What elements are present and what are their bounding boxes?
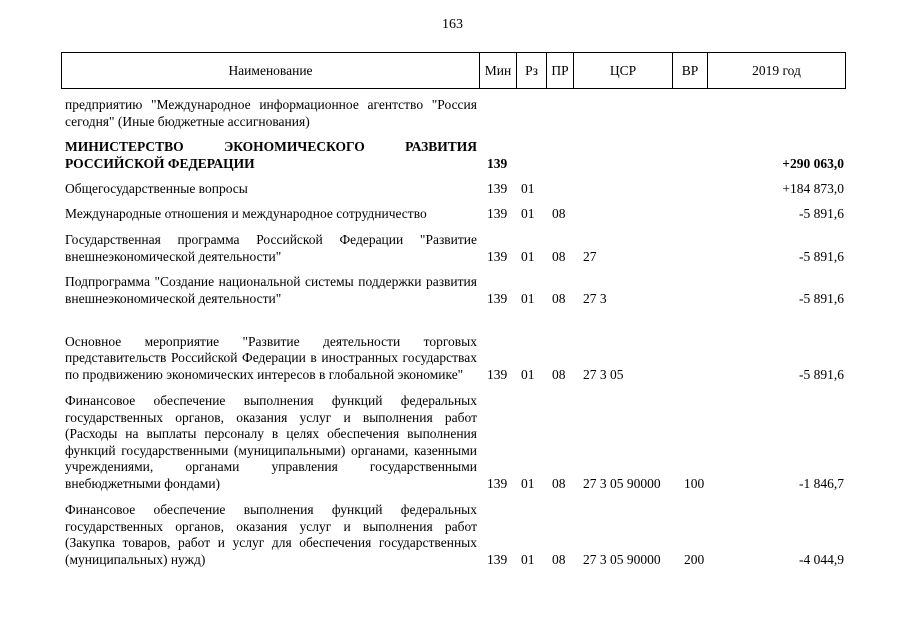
- table-row: [0, 96, 905, 130]
- row-csr: 27: [583, 248, 597, 264]
- row-vr: 100: [684, 475, 705, 491]
- row-rz: 01: [521, 290, 535, 306]
- row-csr: 27 3: [583, 290, 607, 306]
- table-row: [0, 317, 905, 383]
- row-vr: 200: [684, 551, 705, 567]
- row-rz: 01: [521, 180, 535, 196]
- table-row: [0, 393, 905, 492]
- table-row: [0, 232, 905, 265]
- row-sum: +184 873,0: [782, 180, 844, 196]
- table-row: [0, 140, 905, 172]
- table-header: [61, 52, 846, 89]
- row-min: 139: [487, 551, 508, 567]
- page-number: 163: [442, 17, 463, 32]
- header-year: 2019 год: [708, 53, 846, 89]
- budget-rows: [0, 96, 905, 568]
- row-pr: 08: [552, 551, 566, 567]
- row-name: Основное мероприятие "Развитие деятельности торговых представительств Российской Федерации в иностранных государствах по продвижению экономических интересов в глобальной экономике": [65, 333, 477, 382]
- header-min: Мин: [480, 53, 517, 89]
- row-sum: -5 891,6: [799, 205, 844, 221]
- row-name: предприятию "Международное информационное агентство "Россия сегодня" (Иные бюджетные ассигнования): [65, 97, 477, 129]
- row-min: 139: [487, 366, 508, 382]
- row-rz: 01: [521, 551, 535, 567]
- row-csr: 27 3 05 90000: [583, 551, 661, 567]
- header-csr: ЦСР: [574, 53, 673, 89]
- row-pr: 08: [552, 290, 566, 306]
- header-pr: ПР: [547, 53, 574, 89]
- row-sum: +290 063,0: [782, 155, 844, 171]
- row-name: Финансовое обеспечение выполнения функций федеральных государственных органов, оказания услуг и выполнения работ (Расходы на выплаты персоналу в целях обеспечения выполнения функций государственными (муниципальными) органами, казенными учреждениями, органами управления государственными внебюджетными фондами): [65, 393, 477, 491]
- row-min: 139: [487, 180, 508, 196]
- row-csr: 27 3 05 90000: [583, 475, 661, 491]
- header-rz: Рз: [517, 53, 547, 89]
- row-sum: -1 846,7: [799, 475, 844, 491]
- row-min: 139: [487, 205, 508, 221]
- header-name: Наименование: [62, 53, 480, 89]
- row-min: 139: [487, 248, 508, 264]
- row-sum: -5 891,6: [799, 290, 844, 306]
- row-name: Государственная программа Российской Федерации "Развитие внешнеэкономической деятельности": [65, 232, 477, 264]
- row-csr: 27 3 05: [583, 366, 624, 382]
- table-row: [0, 181, 905, 197]
- row-sum: -5 891,6: [799, 366, 844, 382]
- header-vr: ВР: [673, 53, 708, 89]
- row-rz: 01: [521, 475, 535, 491]
- row-name: Подпрограмма "Создание национальной системы поддержки развития внешнеэкономической деятельности": [65, 274, 477, 306]
- row-min: 139: [487, 155, 508, 171]
- row-min: 139: [487, 290, 508, 306]
- row-pr: 08: [552, 475, 566, 491]
- row-name: Общегосударственные вопросы: [65, 180, 248, 196]
- table-row: [0, 502, 905, 568]
- row-pr: 08: [552, 248, 566, 264]
- row-min: 139: [487, 475, 508, 491]
- row-pr: 08: [552, 366, 566, 382]
- row-name: Международные отношения и международное сотрудничество: [65, 205, 427, 221]
- row-rz: 01: [521, 366, 535, 382]
- table-row: [0, 274, 905, 307]
- row-sum: -4 044,9: [799, 551, 844, 567]
- row-rz: 01: [521, 248, 535, 264]
- row-name: МИНИСТЕРСТВО ЭКОНОМИЧЕСКОГО РАЗВИТИЯ РОССИЙСКОЙ ФЕДЕРАЦИИ: [65, 139, 477, 171]
- row-sum: -5 891,6: [799, 248, 844, 264]
- row-name: Финансовое обеспечение выполнения функций федеральных государственных органов, оказания услуг и выполнения работ (Закупка товаров, работ и услуг для обеспечения государственных (муниципальных) нужд): [65, 502, 477, 567]
- row-pr: 08: [552, 205, 566, 221]
- row-rz: 01: [521, 205, 535, 221]
- table-row: [0, 206, 905, 222]
